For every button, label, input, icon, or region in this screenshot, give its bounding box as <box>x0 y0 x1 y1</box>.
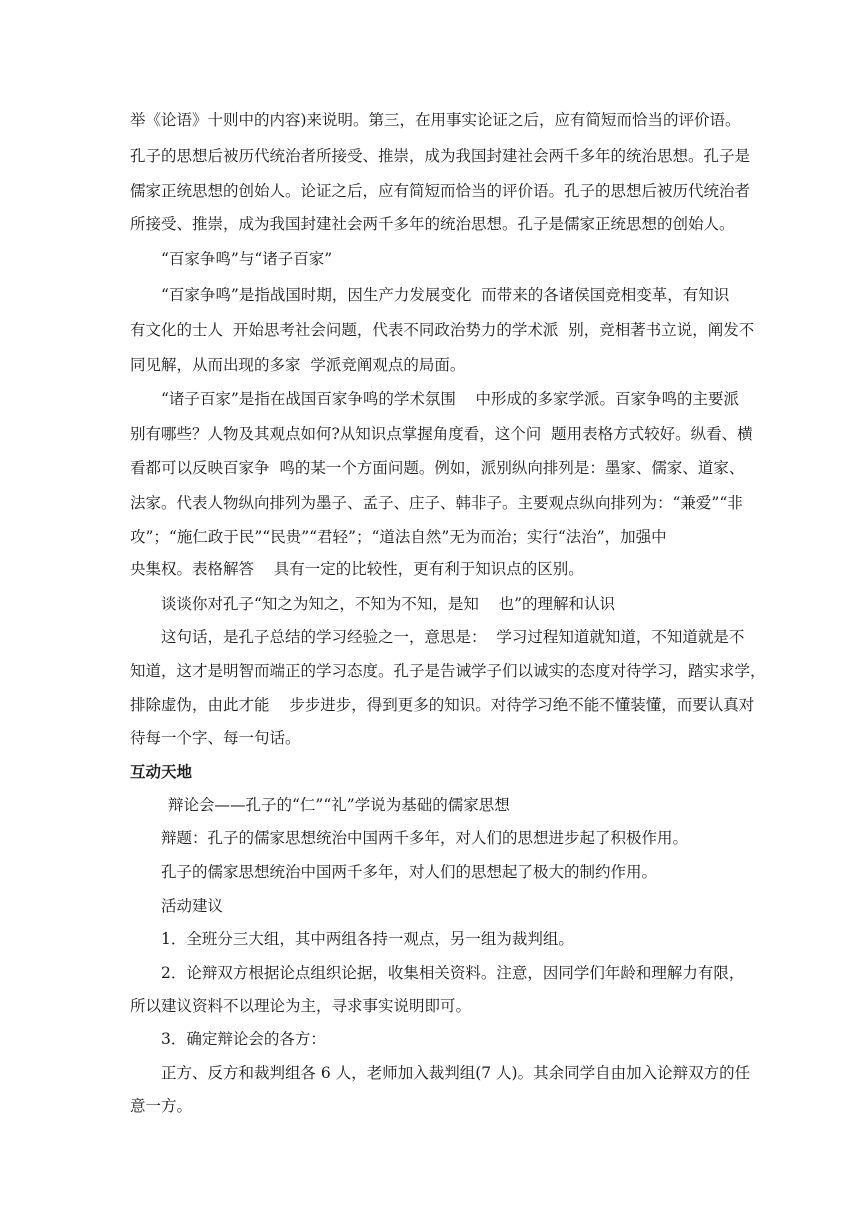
section-heading: 谈谈你对孔子“知之为知之，不知为不知，是知 也”的理解和认识 <box>161 595 616 613</box>
text-line: 攻”；“施仁政于民”“民贵”“君轻”；“道法自然”无为而治；实行“法治”，加强中 <box>130 528 667 546</box>
text-line: 同见解，从而出现的多家 学派竞阐观点的局面。 <box>130 356 466 374</box>
section-title: 互动天地 <box>130 763 193 781</box>
text-line: 待每一个字、每一句话。 <box>130 729 301 747</box>
text-line: 正方、反方和裁判组各 6 人，老师加入裁判组(7 人)。其余同学自由加入论辩双方的任 <box>161 1064 751 1082</box>
text-line: 这句话，是孔子总结的学习经验之一，意思是： 学习过程知道就知道，不知道就是不 <box>161 628 745 646</box>
text-line: “百家争鸣”是指战国时期，因生产力发展变化 而带来的各诸侯国竞相变革，有知识 <box>161 286 730 304</box>
text-line: 央集权。表格解答 具有一定的比较性，更有利于知识点的区别。 <box>130 560 584 578</box>
list-item: 2．论辩双方根据论点组织论据，收集相关资料。注意，因同学们年龄和理解力有限， <box>161 964 745 982</box>
text-line: 所接受、推崇，成为我国封建社会两千多年的统治思想。孔子是儒家正统思想的创始人。 <box>130 215 735 233</box>
text-line: 辩题：孔子的儒家思想统治中国两千多年，对人们的思想进步起了积极作用。 <box>161 829 689 847</box>
text-line: 意一方。 <box>130 1097 193 1115</box>
text-line: 所以建议资料不以理论为主，寻求事实说明即可。 <box>130 997 472 1015</box>
text-line: 举《论语》十则中的内容)来说明。第三，在用事实论证之后，应有简短而恰当的评价语。 <box>130 111 741 129</box>
text-line: 知道，这才是明智而端正的学习态度。孔子是告诫学子们以诚实的态度对待学习，踏实求学， <box>130 662 766 680</box>
section-heading: “百家争鸣”与“诸子百家” <box>161 250 333 268</box>
section-heading: 活动建议 <box>161 897 224 915</box>
text-line: 看都可以反映百家争 鸣的某一个方面问题。例如，派别纵向排列是：墨家、儒家、道家、 <box>130 459 745 477</box>
text-line: 别有哪些？人物及其观点如何?从知识点掌握角度看，这个问 题用表格方式较好。纵看、横 <box>130 425 753 443</box>
section-heading: 辩论会——孔子的“仁”“礼”学说为基础的儒家思想 <box>168 796 510 814</box>
text-line: 儒家正统思想的创始人。论证之后，应有简短而恰当的评价语。孔子的思想后被历代统治者 <box>130 182 751 200</box>
text-line: “诸子百家”是指在战国百家争鸣的学术氛围 中形成的多家学派。百家争鸣的主要派 <box>161 390 740 408</box>
text-line: 孔子的儒家思想统治中国两千多年，对人们的思想起了极大的制约作用。 <box>161 863 658 881</box>
text-line: 孔子的思想后被历代统治者所接受、推崇，成为我国封建社会两千多年的统治思想。孔子是 <box>130 147 751 165</box>
text-line: 排除虚伪，由此才能 步步进步，得到更多的知识。对待学习绝不能不懂装懂，而要认真对 <box>130 696 755 714</box>
text-line: 法家。代表人物纵向排列为墨子、孟子、庄子、韩非子。主要观点纵向排列为：“兼爱”“非 <box>130 494 743 512</box>
list-item: 3．确定辩论会的各方： <box>161 1030 326 1048</box>
list-item: 1．全班分三大组，其中两组各持一观点，另一组为裁判组。 <box>161 930 574 948</box>
text-line: 有文化的士人 开始思考社会问题，代表不同政治势力的学术派 别，竞相著书立说，阐发不 <box>130 321 755 339</box>
